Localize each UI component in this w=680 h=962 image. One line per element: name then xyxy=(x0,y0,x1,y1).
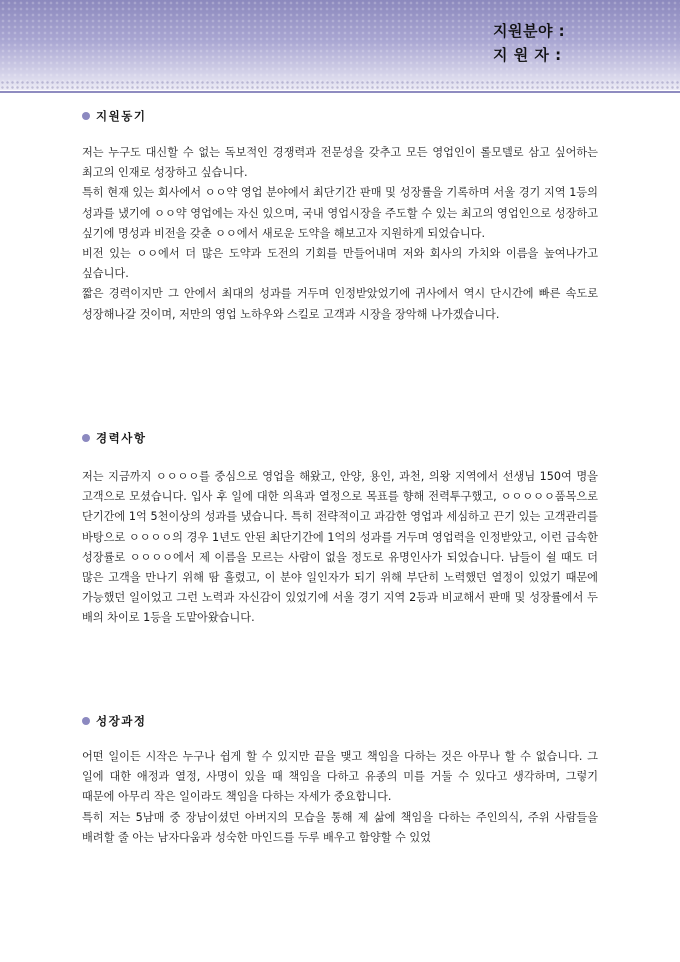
section-heading-motivation xyxy=(82,108,146,124)
paragraph: 어떤 일이든 시작은 누구나 쉽게 할 수 있지만 끝을 맺고 책임을 다하는 것은 아무나 할 수 없습니다. 그 일에 대한 애정과 열정, 사명이 있을 때 책임을 다하고 유종의 미를 거둘 수 있다고 생각하며, 그렇기 때문에 아무리 작은 일이라도 책임을 다하는 자세가 중요합니다. xyxy=(82,750,598,804)
paragraph: 짧은 경력이지만 그 안에서 최대의 성과를 거두며 인정받았었기에 귀사에서 역시 단시간에 빠른 속도로 성장해나갈 것이며, 저만의 영업 노하우와 스킬로 고객과 시장을 장악해 나가겠습니다. xyxy=(82,287,598,321)
section-body-career xyxy=(82,467,598,629)
paragraph: 특히 저는 5남매 중 장남이셨던 아버지의 모습을 통해 제 삶에 책임을 다하는 주인의식, 주위 사람들을 배려할 줄 아는 남자다움과 성숙한 마인드를 두루 배우고 함양할 수 있었 xyxy=(82,810,598,844)
section-body-motivation xyxy=(82,143,598,325)
section-heading-career xyxy=(82,430,146,446)
section-title: 경력사항 xyxy=(96,431,147,445)
bullet-icon xyxy=(82,434,90,442)
header-dot-band xyxy=(0,80,680,90)
section-title: 성장과정 xyxy=(96,714,147,728)
paragraph: 저는 누구도 대신할 수 없는 독보적인 경쟁력과 전문성을 갖추고 모든 영업인이 롤모델로 삼고 싶어하는 최고의 인재로 성장하고 싶습니다. xyxy=(82,146,598,180)
section-title: 지원동기 xyxy=(96,109,147,123)
bullet-icon xyxy=(82,112,90,120)
paragraph: 비전 있는 ㅇㅇ에서 더 많은 도약과 도전의 기회를 만들어내며 저와 회사의 가치와 이름을 높여나가고 싶습니다. xyxy=(82,247,598,281)
paragraph: 저는 지금까지 ㅇㅇㅇㅇ를 중심으로 영업을 해왔고, 안양, 용인, 과천, 의왕 지역에서 선생님 150여 명을 고객으로 모셨습니다. 입사 후 일에 대한 의욕과 열정으로 목표를 향해 전력투구했고, ㅇㅇㅇㅇㅇ품목으로 단기간에 1억 5천이상의 성과를 냈습니다. 특히 전략적이고 과감한 영업과 세심하고 끈기 있는 고객관리를 바탕으로 ㅇㅇㅇㅇ의 경우 1년도 안된 최단기간에 1억의 성과를 거두며 영업력을 인정받았고, 이런 급속한 성장률로 ㅇㅇㅇㅇ에서 제 이름을 모르는 사람이 없을 정도로 유명인사가 되었습니다. 남들이 쉴 때도 더 많은 고객을 만나기 위해 땀 흘렸고, 이 분야 일인자가 되기 위해 부단히 노력했던 열정이 있었기 때문에 가능했던 일이었고 그런 노력과 자신감이 있었기에 서울 경기 지역 2등과 비교해서 판매 및 성장률에서 두 배의 차이로 1등을 도맡아왔습니다. xyxy=(82,470,598,625)
paragraph: 특히 현재 있는 회사에서 ㅇㅇ약 영업 분야에서 최단기간 판매 및 성장률을 기록하며 서울 경기 지역 1등의 성과를 냈기에 ㅇㅇ약 영업에는 자신 있으며, 국내 영업시장을 주도할 수 있는 최고의 영업인으로 성장하고 싶기에 명성과 비전을 갖춘 ㅇㅇ에서 새로운 도약을 해보고자 지원하게 되었습니다. xyxy=(82,186,598,240)
applicant-meta xyxy=(493,19,565,67)
field-label: 지원분야 : xyxy=(493,22,566,40)
applicant-label: 지 원 자 : xyxy=(493,46,562,64)
header-banner xyxy=(0,0,680,90)
bullet-icon xyxy=(82,717,90,725)
section-body-growth xyxy=(82,747,598,848)
section-heading-growth xyxy=(82,713,146,729)
header-divider xyxy=(0,91,680,93)
